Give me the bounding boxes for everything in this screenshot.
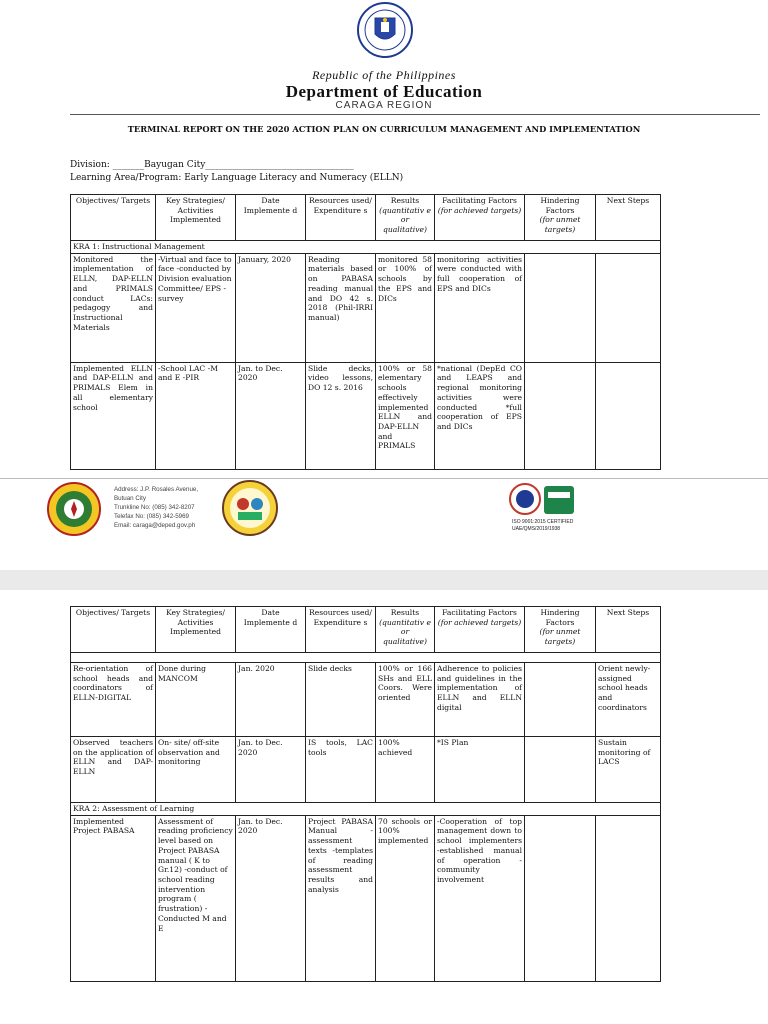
table-row [71, 737, 661, 803]
date-cell: Jan. to Dec. 2020 [236, 737, 306, 803]
column-subtitle: (for unmet targets) [539, 627, 581, 647]
hindering-factors-cell [525, 815, 596, 981]
region-logo-icon [47, 482, 101, 536]
spacer-row [71, 653, 661, 663]
table-header-row [71, 607, 661, 653]
col-hindering-header [525, 195, 596, 241]
kra-2-label: KRA 2: Assessment of Learning [71, 803, 661, 816]
header-divider [70, 114, 760, 115]
column-title: Facilitating Factors [442, 196, 517, 205]
strategies-cell: -Virtual and face to face -conducted by Division evaluation Committee/ EPS -survey [156, 253, 236, 362]
report-title: TERMINAL REPORT ON THE 2020 ACTION PLAN ON CURRICULUM MANAGEMENT AND IMPLEMENTATION [127, 124, 641, 134]
republic-heading: Republic of the Philippines [312, 68, 456, 82]
column-subtitle: (quantitativ e or qualitative) [379, 205, 431, 235]
col-resources-header [306, 195, 376, 241]
column-title: Objectives/ Targets [75, 608, 151, 617]
objectives-cell: Re-orientation of school heads and coordinators of ELLN-DIGITAL [71, 663, 156, 737]
facilitating-factors-cell: *IS Plan [435, 737, 525, 803]
date-cell: Jan. to Dec. 2020 [236, 815, 306, 981]
column-title: Results [390, 196, 420, 205]
col-results-header [376, 607, 435, 653]
col-date-header [236, 195, 306, 241]
footer-divider [0, 478, 768, 479]
report-table-1 [70, 194, 661, 470]
col-results-header [376, 195, 435, 241]
results-cell: 100% or 166 SHs and ELL Coors. Were oriented [376, 663, 435, 737]
next-steps-cell [596, 815, 661, 981]
table-row [71, 253, 661, 362]
page-separator [0, 570, 768, 590]
footer-address: Address: J.P. Rosales Avenue, Butuan City Trunkline No: (085) 342-8207 Telefax No: (085) 342-5969 Email: caraga@deped.gov.ph [114, 486, 199, 529]
col-next-steps-header [596, 607, 661, 653]
column-title: Facilitating Factors [442, 608, 517, 617]
column-title: Results [390, 608, 420, 617]
column-title: Resources used/ Expenditure s [309, 196, 372, 215]
column-title: Objectives/ Targets [75, 196, 151, 205]
results-cell: 100% achieved [376, 737, 435, 803]
column-title: Date Implemente d [243, 196, 298, 215]
resources-cell: IS tools, LAC tools [306, 737, 376, 803]
column-title: Hindering Factors [540, 608, 580, 627]
deped-seal-icon [357, 2, 413, 58]
table-row [71, 815, 661, 981]
col-next-steps-header [596, 195, 661, 241]
col-objectives-header [71, 607, 156, 653]
column-title: Next Steps [606, 196, 650, 205]
hindering-factors-cell [525, 362, 596, 469]
column-title: Hindering Factors [540, 196, 580, 215]
results-cell: 70 schools or 100% implemented [376, 815, 435, 981]
col-facilitating-header [435, 607, 525, 653]
col-date-header [236, 607, 306, 653]
results-cell: 100% or 58 elementary schools effectively implemented ELLN and DAP-ELLN and PRIMALS [376, 362, 435, 469]
objectives-cell: Monitored the implementation of ELLN, DAP-ELLN and PRIMALS conduct LACs: pedagogy and Instructional Materials [71, 253, 156, 362]
next-steps-cell [596, 253, 661, 362]
next-steps-cell: Sustain monitoring of LACS [596, 737, 661, 803]
table-row [71, 362, 661, 469]
facilitating-factors-cell: Adherence to policies and guidelines in the implementation of ELLN and ELLN digital [435, 663, 525, 737]
facilitating-factors-cell: *national (DepEd CO and LEAPS and regional monitoring activities were conducted *full cooperation of EPS and DICs [435, 362, 525, 469]
col-hindering-header [525, 607, 596, 653]
report-page-2 [0, 590, 768, 1024]
column-title: Key Strategies/ Activities Implemented [166, 608, 225, 637]
objectives-cell: Implemented ELLN and DAP-ELLN and PRIMALS Elem in all elementary school [71, 362, 156, 469]
strategies-cell: Assessment of reading proficiency level based on Project PABASA manual ( K to Gr.12) -conduct of school reading intervention program ( frustration) -Conducted M and E [156, 815, 236, 981]
col-facilitating-header [435, 195, 525, 241]
strategies-cell: -School LAC -M and E -PIR [156, 362, 236, 469]
column-subtitle: (quantitativ e or qualitative) [379, 617, 431, 647]
program-logo-icon [222, 480, 278, 536]
date-cell: Jan. 2020 [236, 663, 306, 737]
next-steps-cell [596, 362, 661, 469]
facilitating-factors-cell: monitoring activities were conducted with full cooperation of EPS and DICs [435, 253, 525, 362]
objectives-cell: Observed teachers on the application of ELLN and DAP-ELLN [71, 737, 156, 803]
report-table-2 [70, 606, 661, 982]
spacer-cell [71, 653, 661, 663]
department-heading: Department of Education [285, 82, 483, 101]
date-cell: January, 2020 [236, 253, 306, 362]
resources-cell: Slide decks [306, 663, 376, 737]
results-cell: monitored 58 or 100% of schools by the EPS and DICs [376, 253, 435, 362]
objectives-cell: Implemented Project PABASA [71, 815, 156, 981]
learning-area-line: Learning Area/Program: Early Language Literacy and Numeracy (ELLN) [70, 173, 404, 183]
col-strategies-header [156, 195, 236, 241]
kra-1-label: KRA 1: Instructional Management [71, 241, 661, 254]
resources-cell: Reading materials based on PABASA reading manual and DO 42 s. 2018 (Phil-IRRI manual) [306, 253, 376, 362]
column-title: Next Steps [606, 608, 650, 617]
column-subtitle: (for achieved targets) [437, 617, 522, 627]
division-line: Division: _______Bayugan City_________________________________ [70, 160, 354, 170]
kra-row [71, 803, 661, 816]
region-heading: CARAGA REGION [335, 100, 433, 111]
date-cell: Jan. to Dec. 2020 [236, 362, 306, 469]
column-title: Key Strategies/ Activities Implemented [166, 196, 225, 225]
strategies-cell: Done during MANCOM [156, 663, 236, 737]
table-header-row [71, 195, 661, 241]
col-objectives-header [71, 195, 156, 241]
resources-cell: Project PABASA Manual -assessment texts -templates of reading assessment results and analysis [306, 815, 376, 981]
hindering-factors-cell [525, 663, 596, 737]
column-subtitle: (for unmet targets) [539, 215, 581, 235]
strategies-cell: On- site/ off-site observation and monitoring [156, 737, 236, 803]
table-row [71, 663, 661, 737]
column-subtitle: (for achieved targets) [437, 205, 522, 215]
column-title: Resources used/ Expenditure s [309, 608, 372, 627]
column-title: Date Implemente d [243, 608, 298, 627]
col-resources-header [306, 607, 376, 653]
next-steps-cell: Orient newly-assigned school heads and coordinators [596, 663, 661, 737]
iso-text: ISO 9001:2015 CERTIFIED UAE/QMS/2019/1938 [512, 519, 574, 532]
resources-cell: Slide decks, video lessons, DO 12 s. 2016 [306, 362, 376, 469]
hindering-factors-cell [525, 253, 596, 362]
facilitating-factors-cell: -Cooperation of top management down to school implementers -established manual of operation -community involvement [435, 815, 525, 981]
col-strategies-header [156, 607, 236, 653]
hindering-factors-cell [525, 737, 596, 803]
kra-row [71, 241, 661, 254]
